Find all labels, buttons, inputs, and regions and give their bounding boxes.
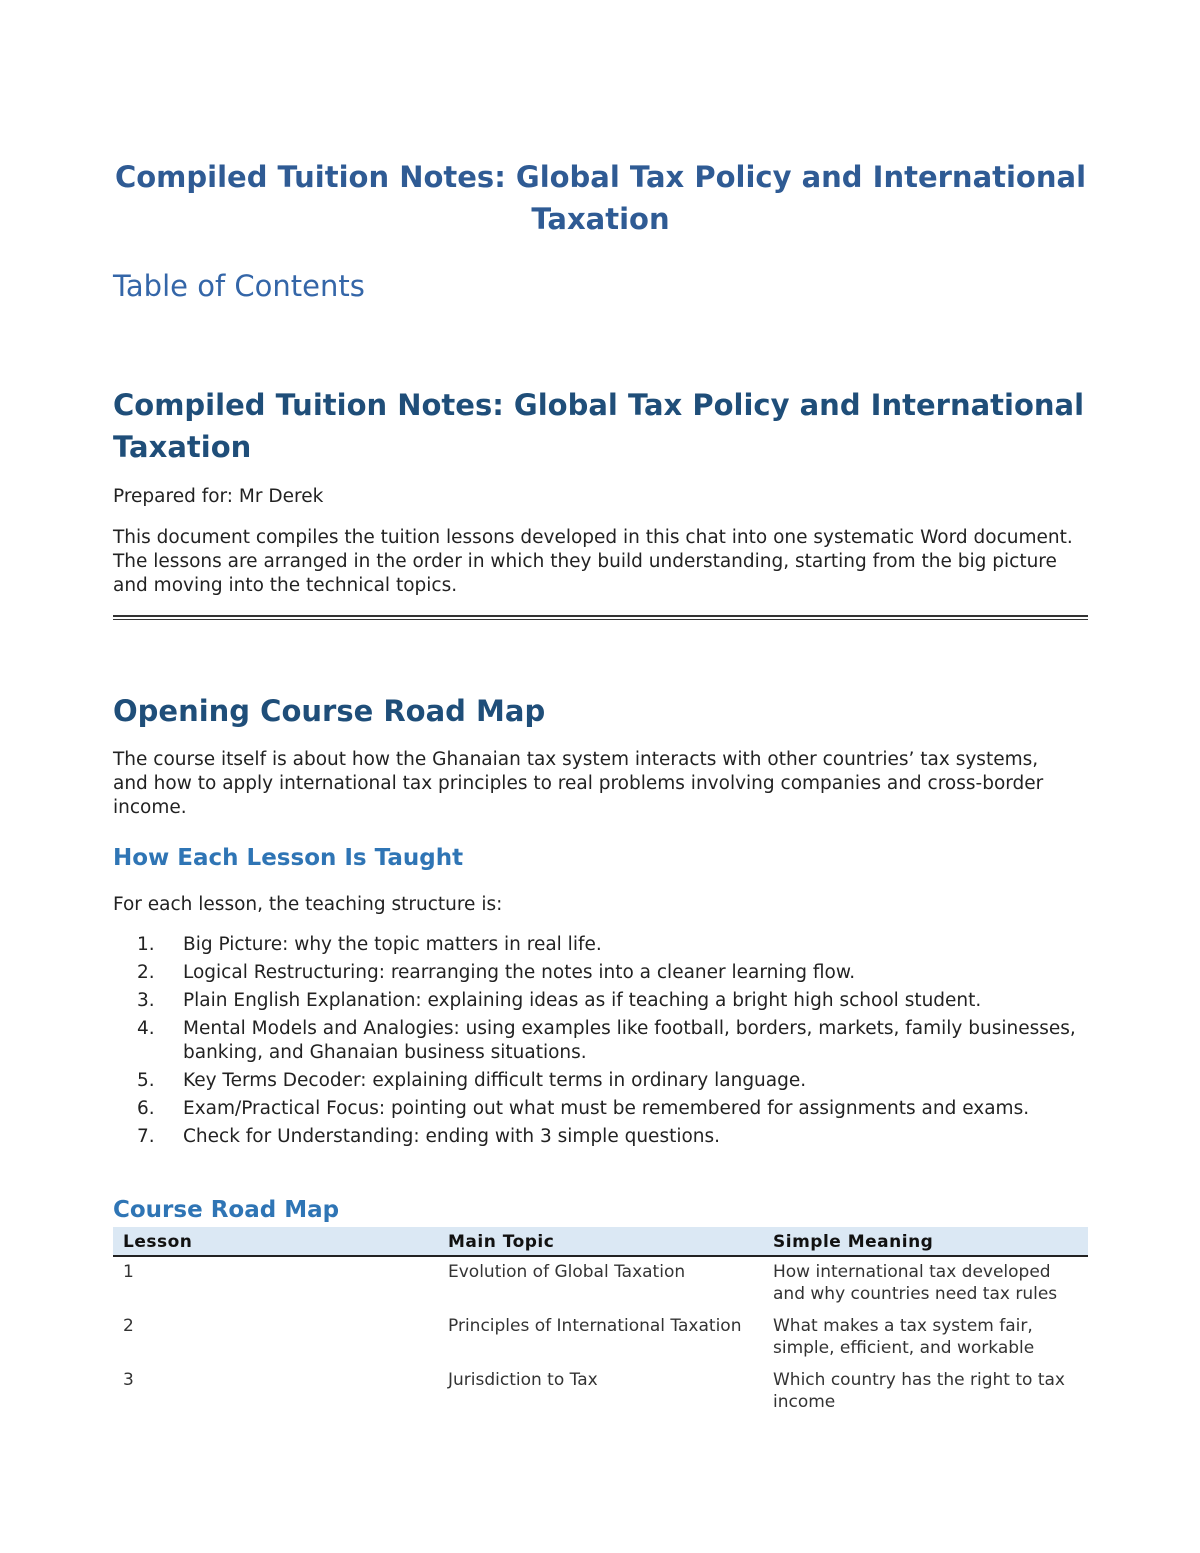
list-number: 3.: [137, 990, 155, 1011]
prepared-for-text: Prepared for: Mr Derek: [113, 486, 324, 507]
table-header-row: [113, 1227, 1088, 1256]
list-number: 4.: [137, 1018, 155, 1039]
list-item: [113, 1069, 1088, 1093]
meaning-cell: Which country has the right to tax income: [773, 1370, 1065, 1412]
lesson-cell: 1: [123, 1262, 134, 1282]
column-header-simple-meaning: Simple Meaning: [763, 1227, 1088, 1256]
meaning-cell: What makes a tax system fair, simple, efficient, and workable: [773, 1316, 1035, 1358]
list-item-text: Big Picture: why the topic matters in real life.: [183, 934, 602, 955]
section-divider-underline: [113, 619, 1088, 620]
list-item-text: Check for Understanding: ending with 3 simple questions.: [183, 1126, 721, 1147]
list-item: [113, 1017, 1088, 1065]
list-item: [113, 933, 1088, 957]
topic-cell: Evolution of Global Taxation: [448, 1262, 686, 1282]
list-number: 5.: [137, 1070, 155, 1091]
list-item-text: Key Terms Decoder: explaining difficult terms in ordinary language.: [183, 1070, 807, 1091]
list-number: 2.: [137, 962, 155, 983]
topic-cell: Principles of International Taxation: [448, 1316, 742, 1336]
list-item-text: Logical Restructuring: rearranging the notes into a cleaner learning flow.: [183, 962, 856, 983]
topic-cell: Jurisdiction to Tax: [448, 1370, 598, 1390]
section-title: Compiled Tuition Notes: Global Tax Policy and International Taxation: [113, 388, 1085, 464]
lesson-cell: 2: [123, 1316, 134, 1336]
list-item: [113, 961, 1088, 985]
intro-paragraph: This document compiles the tuition lessons developed in this chat into one systematic Word document. The lessons are arranged in the order in which they build understanding, starting from the big picture and moving into the technical topics.: [113, 527, 1073, 596]
teaching-lead-text: For each lesson, the teaching structure is:: [113, 894, 503, 915]
list-number: 7.: [137, 1126, 155, 1147]
list-item: [113, 1097, 1088, 1121]
table-of-contents-heading: Table of Contents: [113, 269, 365, 303]
document-title: Compiled Tuition Notes: Global Tax Policy and International Taxation: [114, 160, 1087, 236]
list-number: 6.: [137, 1098, 155, 1119]
meaning-cell: How international tax developed and why countries need tax rules: [773, 1262, 1058, 1304]
list-item: [113, 989, 1088, 1013]
opening-paragraph: The course itself is about how the Ghanaian tax system interacts with other countries’ tax systems, and how to apply international tax principles to real problems involving companies and cross-border income.: [113, 749, 1044, 818]
list-item: [113, 1125, 1088, 1149]
teaching-structure-list: [113, 933, 1088, 1153]
column-header-lesson: Lesson: [113, 1227, 438, 1256]
list-item-text: Exam/Practical Focus: pointing out what must be remembered for assignments and exams.: [183, 1098, 1030, 1119]
column-header-main-topic: Main Topic: [438, 1227, 763, 1256]
table-row: [113, 1256, 1088, 1311]
teaching-heading: How Each Lesson Is Taught: [113, 845, 464, 871]
list-item-text: Mental Models and Analogies: using examples like football, borders, markets, family businesses, banking, and Ghanaian business situations.: [183, 1018, 1076, 1063]
list-item-text: Plain English Explanation: explaining ideas as if teaching a bright high school student.: [183, 990, 982, 1011]
roadmap-heading: Course Road Map: [113, 1197, 340, 1223]
table-row: [113, 1365, 1088, 1419]
lesson-cell: 3: [123, 1370, 134, 1390]
course-roadmap-table: [113, 1227, 1088, 1419]
section-divider: [113, 615, 1088, 617]
opening-heading: Opening Course Road Map: [113, 694, 546, 728]
list-number: 1.: [137, 934, 155, 955]
table-row: [113, 1311, 1088, 1365]
